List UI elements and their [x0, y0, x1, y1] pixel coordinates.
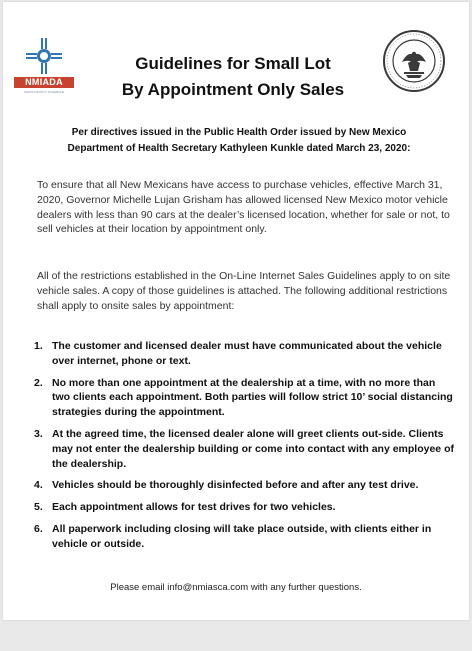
- list-item: [34, 500, 454, 515]
- list-item-text: Each appointment allows for test drives for two vehicles.: [52, 501, 336, 514]
- list-item-text: All paperwork including closing will take place outside, with clients either in vehicle or outside.: [52, 522, 432, 550]
- intro-paragraph: To ensure that all New Mexicans have access to purchase vehicles, effective March 31, 2020, Governor Michelle Lujan Grisham has allowed licensed New Mexico motor vehicle dealers with less than 90 cars at the dealer’s licensed location, whether for sale or not, to sell vehicles at their location by appointment only.: [37, 179, 450, 236]
- directive-statement: [21, 125, 457, 157]
- directive-line-2: Department of Health Secretary Kathyleen Kunkle dated March 23, 2020:: [67, 143, 411, 154]
- contact-footer: Please email info@nmiasca.com with any further questions.: [110, 582, 362, 593]
- list-item-number: 1.: [34, 340, 43, 352]
- list-item: [34, 339, 454, 369]
- restrictions-paragraph: All of the restrictions established in the On-Line Internet Sales Guidelines apply to on site vehicle sales. A copy of those guidelines is attached. The following additional restrictions shall apply to onsite sales by appointment:: [37, 270, 451, 312]
- list-item: [34, 376, 454, 420]
- list-item: [34, 522, 454, 552]
- page-title: [93, 51, 373, 103]
- list-item-number: 4.: [34, 479, 43, 492]
- zia-sun-icon: [14, 35, 74, 77]
- list-item-number: 5.: [34, 501, 43, 514]
- list-item-text: At the agreed time, the licensed dealer alone will greet clients out-side. Clients may not enter the dealership building or come into contact with any employee of the dealership.: [52, 427, 454, 470]
- logo-subtext: SANTA INFINITY SCHEDULE: [23, 90, 65, 94]
- list-item-text: No more than one appointment at the dealership at a time, with no more than two clients each appointment. Both parties will follow strict 10’ social distancing strategies during the appointment.: [52, 376, 453, 419]
- list-item-text: The customer and licensed dealer must have communicated about the vehicle over internet, phone or text.: [52, 340, 442, 367]
- list-item: [34, 427, 454, 471]
- list-item-text: Vehicles should be thoroughly disinfected before and after any test drive.: [52, 479, 419, 492]
- state-seal-icon: [382, 29, 446, 93]
- directive-line-1: Per directives issued in the Public Health Order issued by New Mexico: [71, 127, 407, 138]
- list-item-number: 3.: [34, 427, 43, 440]
- list-item-number: 2.: [34, 376, 43, 389]
- title-line-2: By Appointment Only Sales: [121, 80, 345, 99]
- rules-list: [34, 339, 454, 559]
- document-page: [3, 2, 469, 620]
- title-line-1: Guidelines for Small Lot: [135, 54, 331, 73]
- logo-wordmark: NMIADA: [14, 77, 74, 88]
- nmiada-logo: [14, 35, 74, 99]
- list-item-number: 6.: [34, 522, 43, 535]
- list-item: [34, 478, 454, 493]
